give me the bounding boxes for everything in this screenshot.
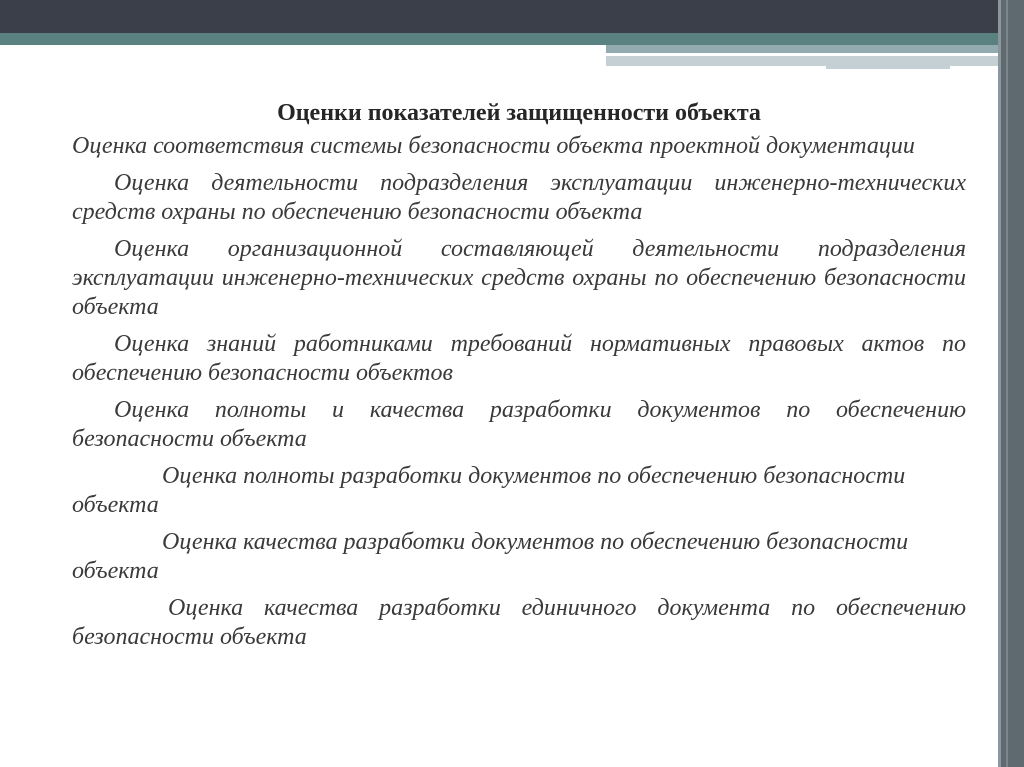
- list-item: Оценка полноты разработки документов по обеспечению безопасности объекта: [72, 463, 906, 518]
- list-item: Оценка соответствия системы безопасности объекта проектной документации: [72, 133, 915, 159]
- header-decor-stripe: [606, 45, 1024, 53]
- list-item: Оценка организационной составляющей деятельности подразделения эксплуатации инженерно-технических средств охраны по обеспечению безопасности объекта: [72, 236, 966, 320]
- list-item: Оценка качества разработки единичного документа по обеспечению безопасности объекта: [72, 595, 966, 650]
- list-item: Оценка полноты и качества разработки документов по обеспечению безопасности объекта: [72, 397, 966, 452]
- slide-content: [72, 98, 966, 660]
- list-item: Оценка деятельности подразделения эксплуатации инженерно-технических средств охраны по обеспечению безопасности объекта: [72, 170, 966, 225]
- list-item: Оценка знаний работниками требований нормативных правовых актов по обеспечению безопасности объектов: [72, 331, 966, 386]
- header-decor-stripe-tail: [826, 66, 950, 69]
- side-decor-strip: [998, 0, 1024, 767]
- slide-page: [0, 45, 998, 767]
- header-band: [0, 0, 1024, 33]
- list-item: Оценка качества разработки документов по обеспечению безопасности объекта: [72, 529, 909, 584]
- slide-title: Оценки показателей защищенности объекта: [277, 100, 761, 126]
- header-accent-stripe: [0, 33, 1024, 45]
- header-decor-stripe-secondary: [606, 56, 1024, 66]
